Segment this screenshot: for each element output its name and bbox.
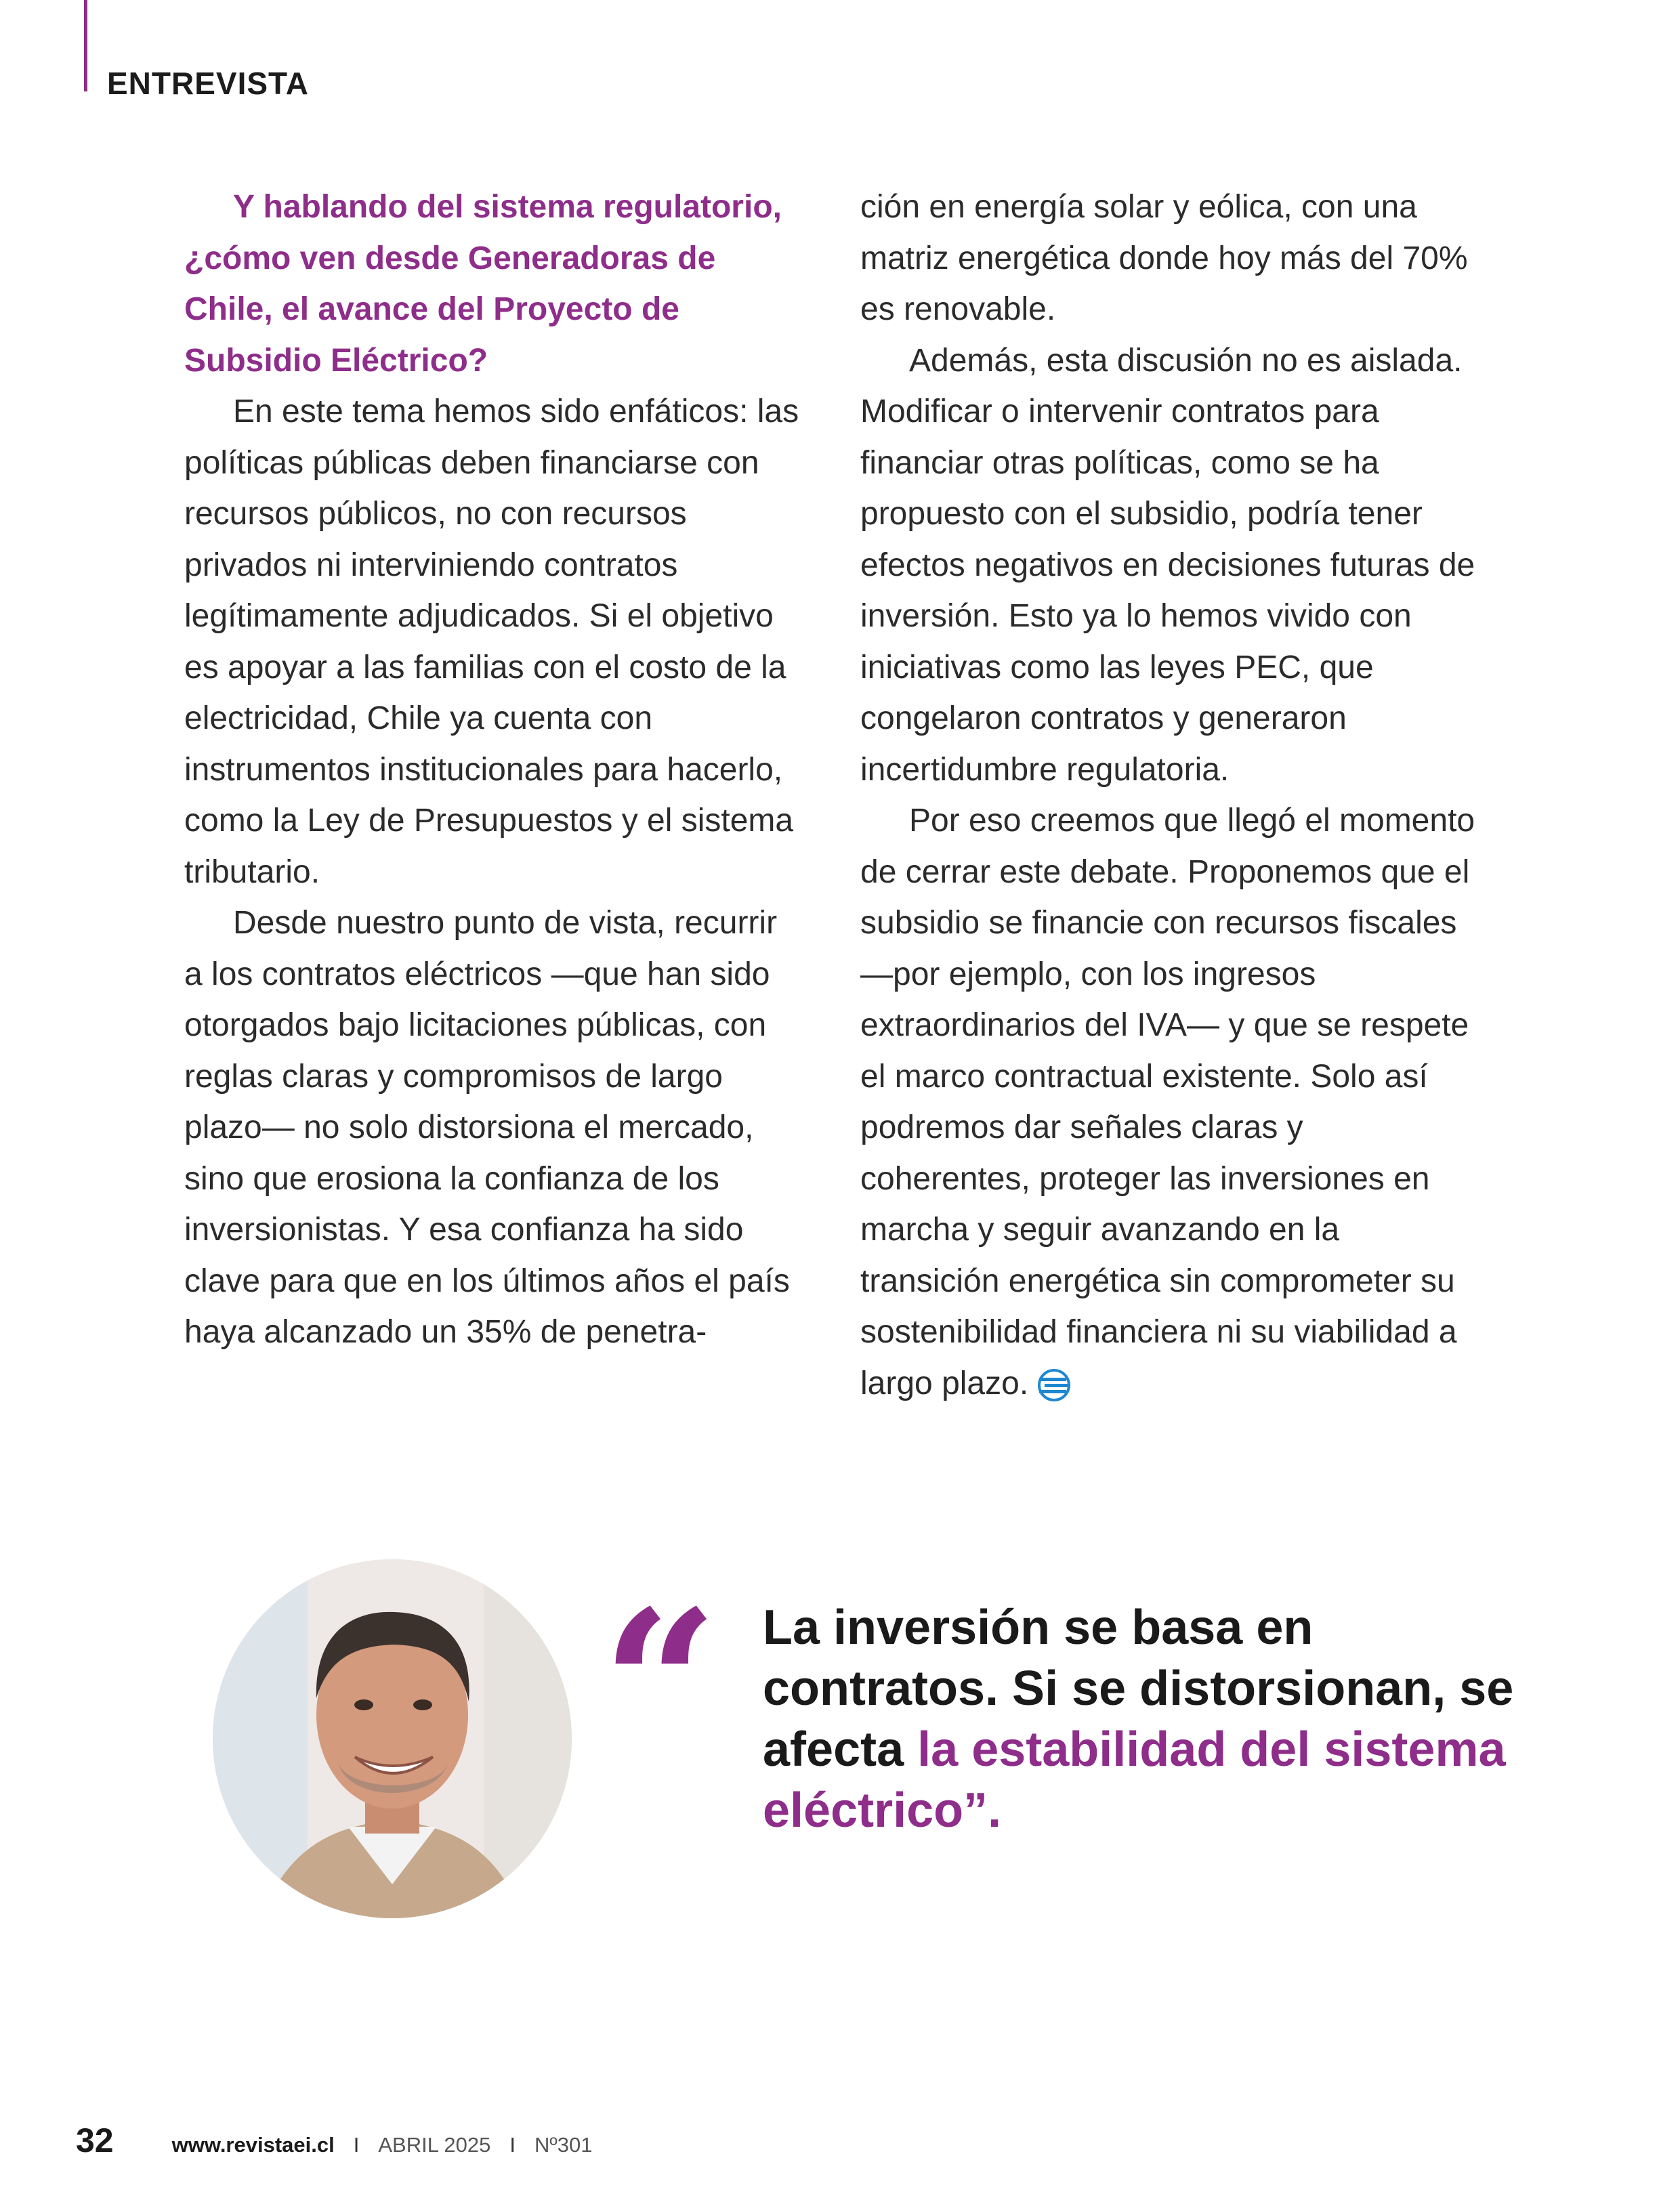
pull-quote bbox=[763, 1597, 1521, 1841]
website-link[interactable]: www.revistaei.cl bbox=[171, 2133, 335, 2157]
end-of-article-icon bbox=[1035, 1368, 1073, 1402]
portrait-illustration bbox=[213, 1559, 572, 1918]
quote-mark-icon: “ bbox=[602, 1565, 719, 1804]
pull-quote-highlight: la estabilidad del sistema eléctrico”. bbox=[763, 1722, 1506, 1838]
page-footer bbox=[76, 2121, 592, 2160]
article-column-left bbox=[184, 182, 801, 1358]
article-column-right bbox=[860, 182, 1477, 1409]
answer-paragraph: Desde nuestro punto de vista, recurrir a los contratos eléctricos —que han sido otorgados bajo licitaciones públicas, con reglas claras y compromisos de largo plazo— no solo distorsiona el mercado, sino que erosiona la confianza de los inversionistas. Y esa confianza ha sido clave para que en los últimos años el país haya alcanzado un 35% de penetra- bbox=[184, 905, 790, 1350]
answer-text: Por eso creemos que llegó el momento de cerrar este debate. Proponemos que el subsidio se financie con recursos fiscales —por ejemplo, con los ingresos extraordinarios del IVA— y que se respete el marco contractual existente. Solo así podremos dar señales claras y coherentes, proteger las inversiones en marcha y seguir avanzando en la transición energética sin comprometer su sostenibilidad financiera ni su viabilidad a largo plazo. bbox=[860, 803, 1475, 1401]
answer-paragraph: Además, esta discusión no es aislada. Modificar o intervenir contratos para financiar otras políticas, como se ha propuesto con el subsidio, podría tener efectos negativos en decisiones futuras de inversión. Esto ya lo hemos vivido con iniciativas como las leyes PEC, que congelaron contratos y generaron incertidumbre regulatoria. bbox=[860, 342, 1475, 788]
footer-separator: I bbox=[353, 2133, 360, 2157]
interviewee-portrait bbox=[213, 1559, 572, 1918]
section-label: ENTREVISTA bbox=[107, 66, 309, 101]
answer-paragraph bbox=[860, 795, 1477, 1409]
issue-number: Nº301 bbox=[534, 2133, 593, 2157]
section-accent-bar bbox=[84, 0, 87, 91]
answer-paragraph: En este tema hemos sido enfáticos: las políticas públicas deben financiarse con recursos públicos, no con recursos privados ni interviniendo contratos legítimamente adjudicados. Si el objetivo es apoyar a las familias con el costo de la electricidad, Chile ya cuenta con instrumentos institucionales para hacerlo, como la Ley de Presupuestos y el sistema tributario. bbox=[184, 394, 799, 890]
answer-paragraph-continued: ción en energía solar y eólica, con una matriz energética donde hoy más del 70% es renovable. bbox=[860, 189, 1468, 327]
issue-date: ABRIL 2025 bbox=[378, 2133, 491, 2157]
page-number: 32 bbox=[76, 2121, 114, 2159]
footer-separator: I bbox=[509, 2133, 516, 2157]
pull-quote-text: La inversión se basa en contratos. Si se distorsionan, se afecta bbox=[763, 1601, 1514, 1777]
interview-question: Y hablando del sistema regulatorio, ¿cómo ven desde Generadoras de Chile, el avance del Proyecto de Subsidio Eléctrico? bbox=[184, 189, 782, 379]
